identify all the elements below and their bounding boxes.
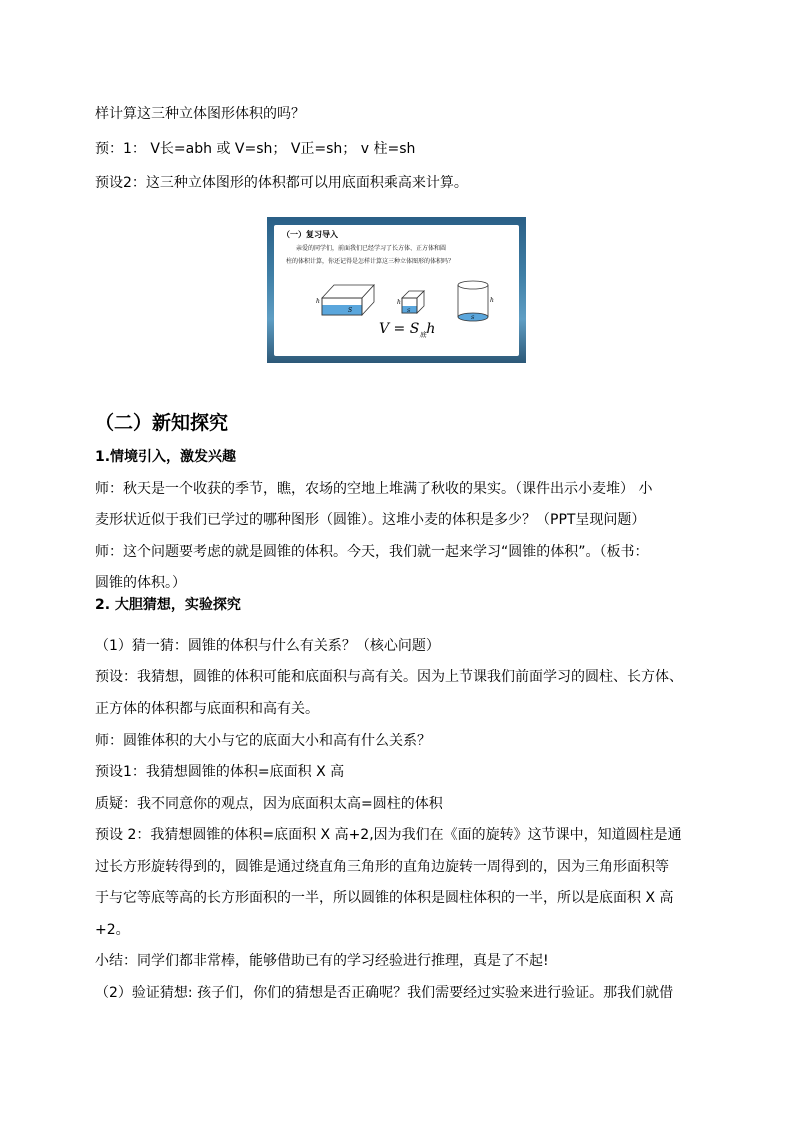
text-line: 圆锥的体积。） [95,575,186,591]
text-line: 质疑：我不同意你的观点，因为底面积太高=圆柱的体积 [95,796,443,812]
svg-text:h: h [397,299,401,306]
text-line: 师：这个问题要考虑的就是圆锥的体积。今天，我们就一起来学习“圆锥的体积”。（板书： [95,544,649,560]
svg-text:h: h [316,298,320,305]
text-line: 于与它等底等高的长方形面积的一半，所以圆锥的体积是圆柱体积的一半，所以是底面积 X 高 [95,890,674,906]
cylinder-shape [458,281,494,321]
slide-card [274,225,519,356]
formula-end: h [426,321,436,337]
text-line: 样计算这三种立体图形体积的吗？ [95,106,305,122]
svg-text:S: S [348,307,353,314]
text-line: 师：秋天是一个收获的季节，瞧，农场的空地上堆满了秋收的果实。（课件出示小麦堆） 小 [95,481,653,497]
text-line: 预设：我猜想，圆锥的体积可能和底面积与高有关。因为上节课我们前面学习的圆柱、长方体、 [95,669,683,685]
subsection-heading: 2. 大胆猜想，实验探究 [95,597,241,613]
cuboid-shape [316,285,374,315]
text-line: 预：1： V长=abh 或 V=sh； V正=sh； v 柱=sh [95,141,416,157]
text-line: 正方体的体积都与底面积和高有关。 [95,701,319,717]
text-line: 麦形状近似于我们已学过的哪种图形（圆锥）。这堆小麦的体积是多少？（PPT呈现问题） [95,512,646,528]
text-line: （1）猜一猜：圆锥的体积与什么有关系？（核心问题） [95,638,440,654]
svg-text:h: h [490,297,494,304]
formula-subscript: 底 [419,330,427,339]
svg-text:S: S [471,315,475,321]
volume-formula [379,321,435,340]
text-line: +2。 [95,922,130,938]
slide-title: （一）复习导入 [282,230,338,239]
cube-shape [397,291,424,314]
slide-image [267,217,526,363]
slide-text: 亲爱的同学们，前面我们已经学习了长方体、正方体和圆 [296,245,447,252]
text-line: 过长方形旋转得到的，圆锥是通过绕直角三角形的直角边旋转一周得到的，因为三角形面积等 [95,859,669,875]
text-line: 小结：同学们都非常棒，能够借助已有的学习经验进行推理，真是了不起! [95,953,549,969]
text-line: 预设1：我猜想圆锥的体积=底面积 X 高 [95,764,345,780]
text-line: 预设2：这三种立体图形的体积都可以用底面积乘高来计算。 [95,175,468,191]
text-line: （2）验证猜想: 孩子们，你们的猜想是否正确呢？我们需要经过实验来进行验证。那我们就借 [95,985,674,1001]
section-heading: （二）新知探究 [95,412,229,434]
subsection-heading: 1.情境引入，激发兴趣 [95,449,237,465]
svg-text:S: S [407,308,411,314]
text-line: 预设 2：我猜想圆锥的体积=底面积 X 高+2,因为我们在《面的旋转》这节课中，知道圆柱是通 [95,827,682,843]
slide-text: 柱的体积计算，你还记得是怎样计算这三种立体图形的体积吗？ [286,258,455,265]
text-line: 师：圆锥体积的大小与它的底面大小和高有什么关系？ [95,733,431,749]
formula-main: V = S [379,321,420,337]
